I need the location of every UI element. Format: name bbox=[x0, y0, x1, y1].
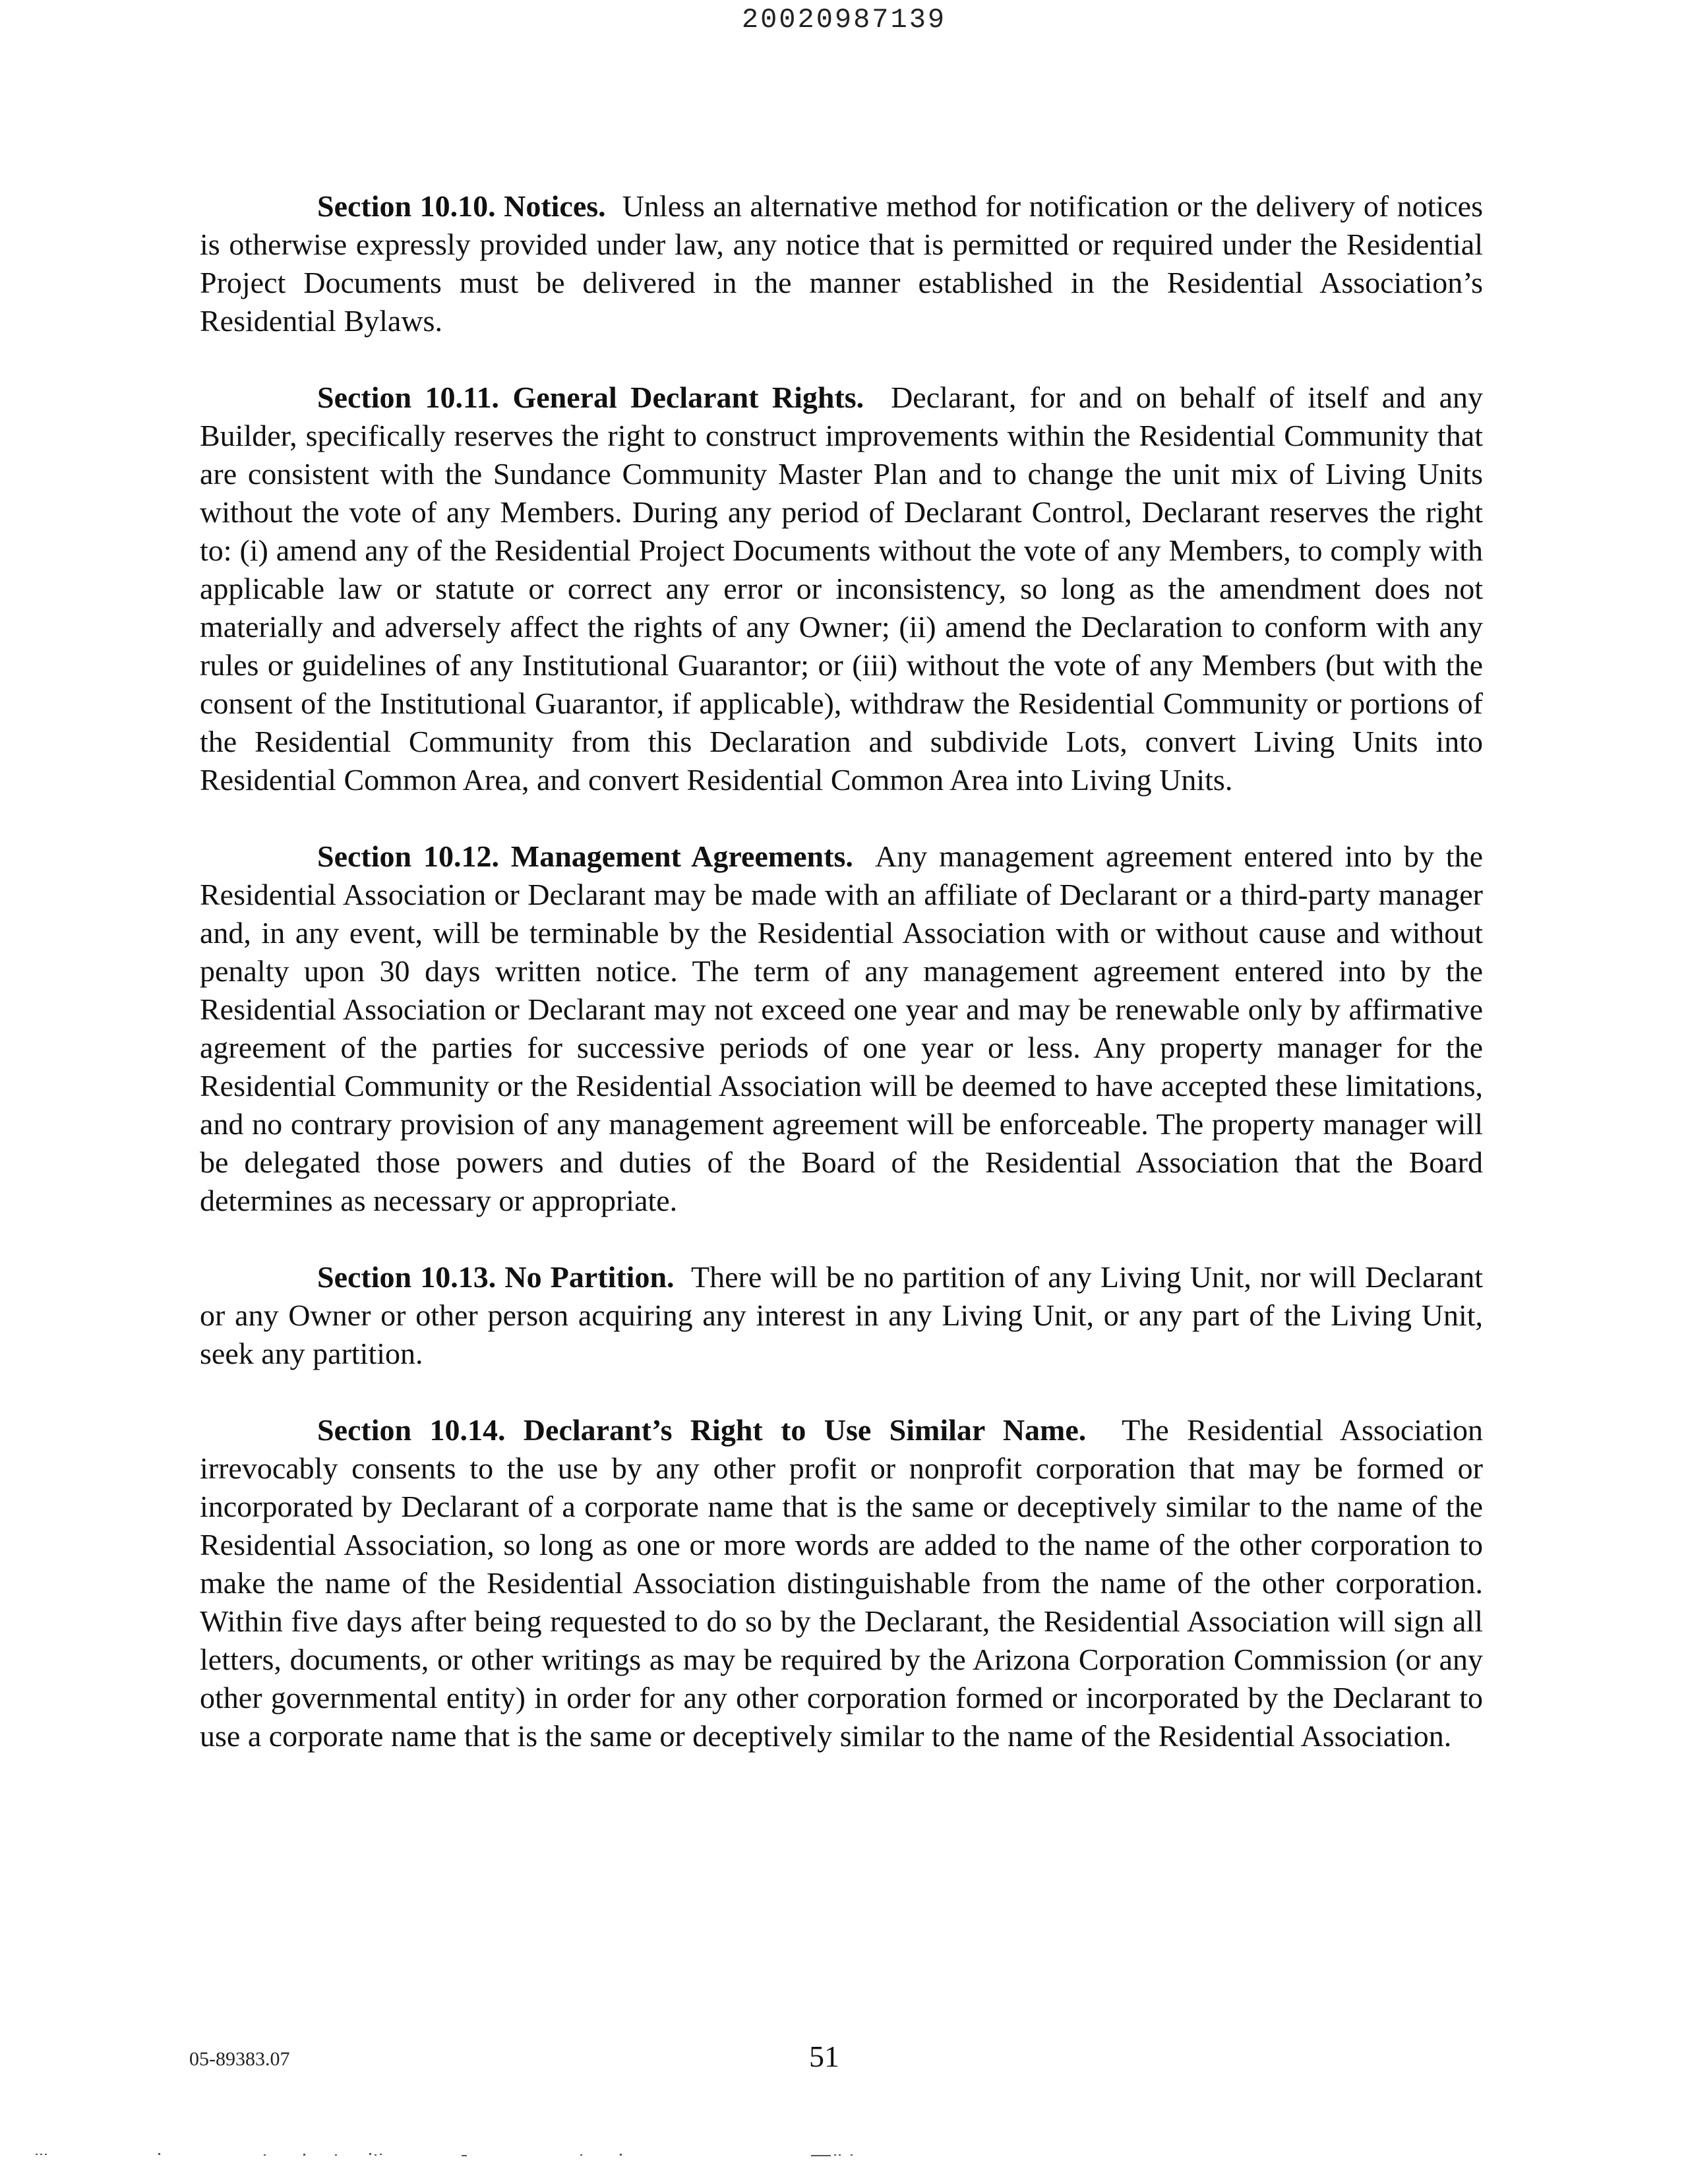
section-text: Declarant, for and on behalf of itself and any Builder, specifically reserves the right to construct improvements within the Residential Community that are consistent with the Sundance Community Master Plan and to change the unit mix of Living Units without the vote of any Members. During any period of Declarant Control, Declarant reserves the right to: (i) amend any of the Residential Project Documents without the vote of any Members, to comply with applicable law or statute or correct any error or inconsistency, so long as the amendment does not materially and adversely affect the rights of any Owner; (ii) amend the Declaration to conform with any rules or guidelines of any Institutional Guarantor; or (iii) without the vote of any Members (but with the consent of the Institutional Guarantor, if applicable), withdraw the Residential Community or portions of the Residential Community from this Declaration and subdivide Lots, convert Living Units into Residential Common Area, and convert Residential Common Area into Living Units. bbox=[200, 380, 1483, 797]
section-heading: Section 10.11. General Declarant Rights. bbox=[317, 380, 864, 414]
section-text: Any management agreement entered into by the Residential Association or Declarant may be made with an affiliate of Declarant or a third-party manager and, in any event, will be terminable by the Residential Association with or without cause and without penalty upon 30 days written notice. The term of any management agreement entered into by the Residential Association or Declarant may not exceed one year and may be renewable only by affirmative agreement of the parties for successive periods of one year or less. Any property manager for the Residential Community or the Residential Association will be deemed to have accepted these limitations, and no contrary provision of any management agreement will be enforceable. The property manager will be delegated those powers and duties of the Board of the Residential Association that the Board determines as necessary or appropriate. bbox=[200, 839, 1483, 1217]
scan-artifacts bbox=[26, 2151, 910, 2159]
section-notices bbox=[200, 187, 1483, 340]
section-similar-name bbox=[200, 1411, 1483, 1755]
section-heading: Section 10.14. Declarant’s Right to Use Similar Name. bbox=[317, 1413, 1087, 1447]
section-text: Unless an alternative method for notification or the delivery of notices is otherwise expressly provided under law, any notice that is permitted or required under the Residential Project Documents must be delivered in the manner established in the Residential Association’s Residential Bylaws. bbox=[200, 189, 1483, 338]
section-heading: Section 10.12. Management Agreements. bbox=[317, 839, 853, 873]
section-no-partition bbox=[200, 1258, 1483, 1373]
document-id: 05-89383.07 bbox=[189, 2048, 290, 2070]
page-number: 51 bbox=[809, 2040, 839, 2073]
section-text: The Residential Association irrevocably consents to the use by any other profit or nonprofit corporation that may be formed or incorporated by Declarant of a corporate name that is the same or deceptively similar to the name of the Residential Association, so long as one or more words are added to the name of the other corporation to make the name of the Residential Association distinguishable from the name of the other corporation. Within five days after being requested to do so by the Declarant, the Residential Association will sign all letters, documents, or other writings as may be required by the Arizona Corporation Commission (or any other governmental entity) in order for any other corporation formed or incorporated by the Declarant to use a corporate name that is the same or deceptively similar to the name of the Residential Association. bbox=[200, 1413, 1483, 1753]
section-text: There will be no partition of any Living Unit, nor will Declarant or any Owner or other person acquiring any interest in any Living Unit, or any part of the Living Unit, seek any partition. bbox=[200, 1260, 1483, 1370]
section-management-agreements bbox=[200, 837, 1483, 1220]
section-general-declarant-rights bbox=[200, 379, 1483, 799]
section-heading: Section 10.10. Notices. bbox=[317, 189, 606, 223]
section-heading: Section 10.13. No Partition. bbox=[317, 1260, 675, 1294]
recording-number: 20020987139 bbox=[741, 4, 947, 36]
document-body bbox=[200, 187, 1483, 1794]
